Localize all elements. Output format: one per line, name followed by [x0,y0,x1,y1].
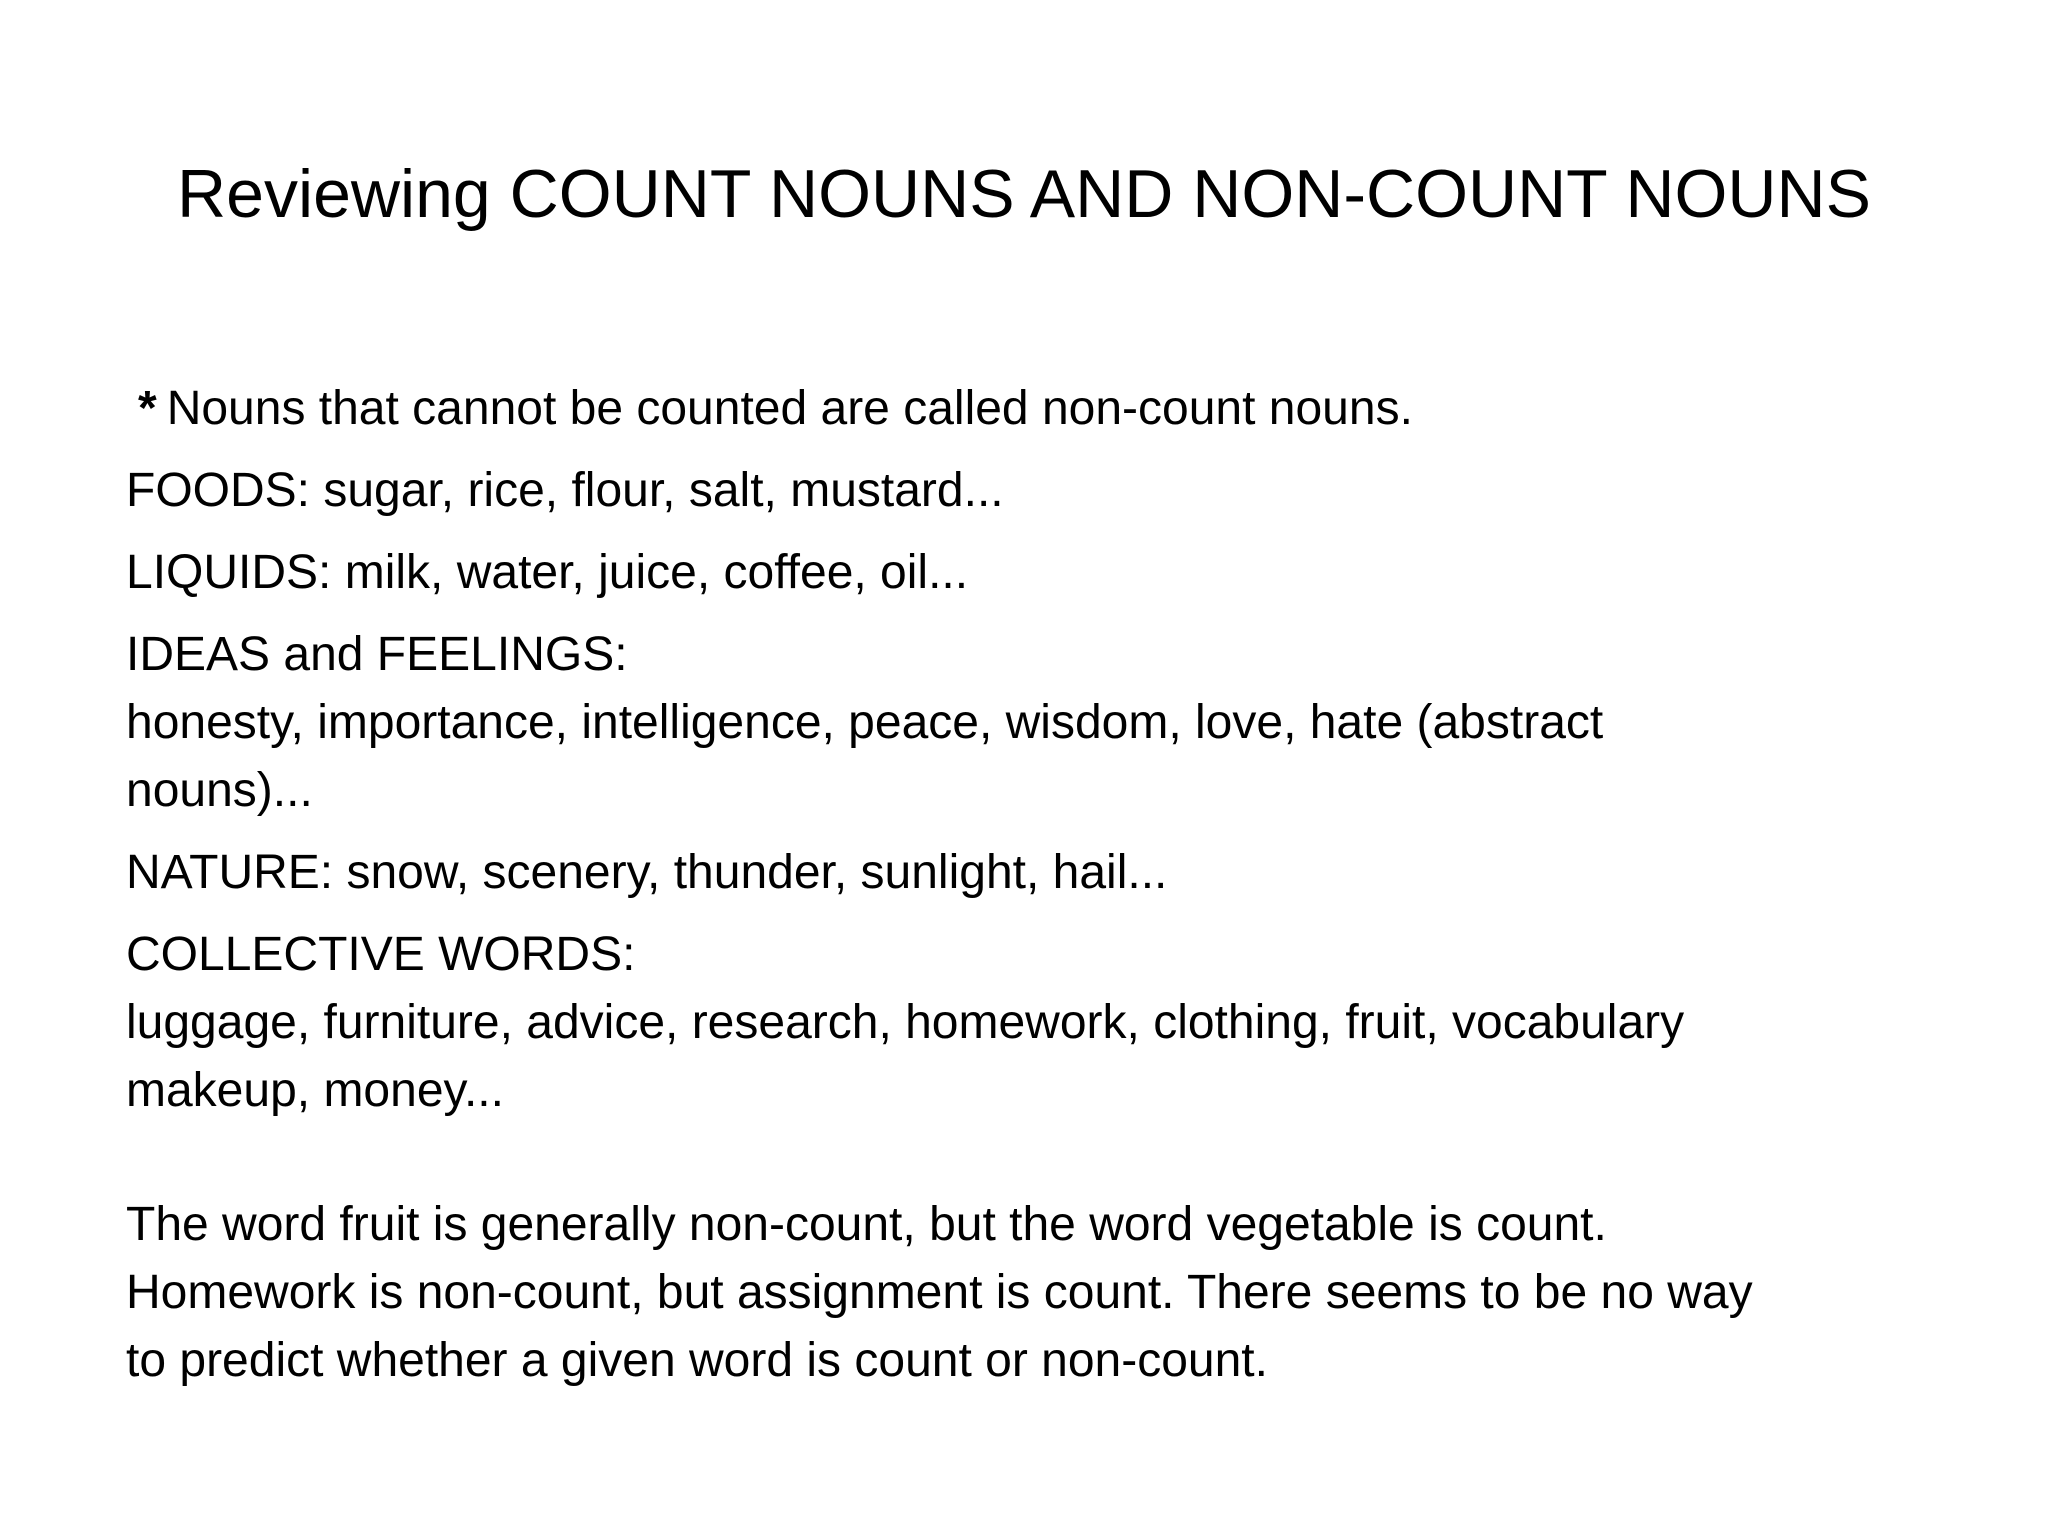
note-line-3: to predict whether a given word is count or non-count. [126,1334,1268,1387]
collective-list-line-1: luggage, furniture, advice, research, homework, clothing, fruit, vocabulary [126,996,1685,1049]
foods-line: FOODS: sugar, rice, flour, salt, mustard... [126,464,1004,517]
intro-paragraph [126,375,1956,443]
ideas-list-line-2: nouns)... [126,764,313,817]
note-paragraph [126,1191,1956,1395]
intro-text: Nouns that cannot be counted are called non-count nouns. [166,382,1413,435]
note-line-1: The word fruit is generally non-count, but the word vegetable is count. [126,1198,1607,1251]
nature-line: NATURE: snow, scenery, thunder, sunlight, hail... [126,846,1168,899]
slide-title: Reviewing COUNT NOUNS AND NON-COUNT NOUNS [177,156,1871,232]
collective-block [126,921,1956,1125]
ideas-heading: IDEAS and FEELINGS: [126,628,628,681]
liquids-line: LIQUIDS: milk, water, juice, coffee, oil... [126,546,969,599]
collective-heading: COLLECTIVE WORDS: [126,928,636,981]
note-line-2: Homework is non-count, but assignment is count. There seems to be no way [126,1266,1753,1319]
ideas-list-line-1: honesty, importance, intelligence, peace, wisdom, love, hate (abstract [126,696,1604,749]
collective-list-line-2: makeup, money... [126,1064,504,1117]
ideas-block [126,621,1956,825]
asterisk-bullet: * [138,382,157,435]
slide-body [126,375,1956,1409]
